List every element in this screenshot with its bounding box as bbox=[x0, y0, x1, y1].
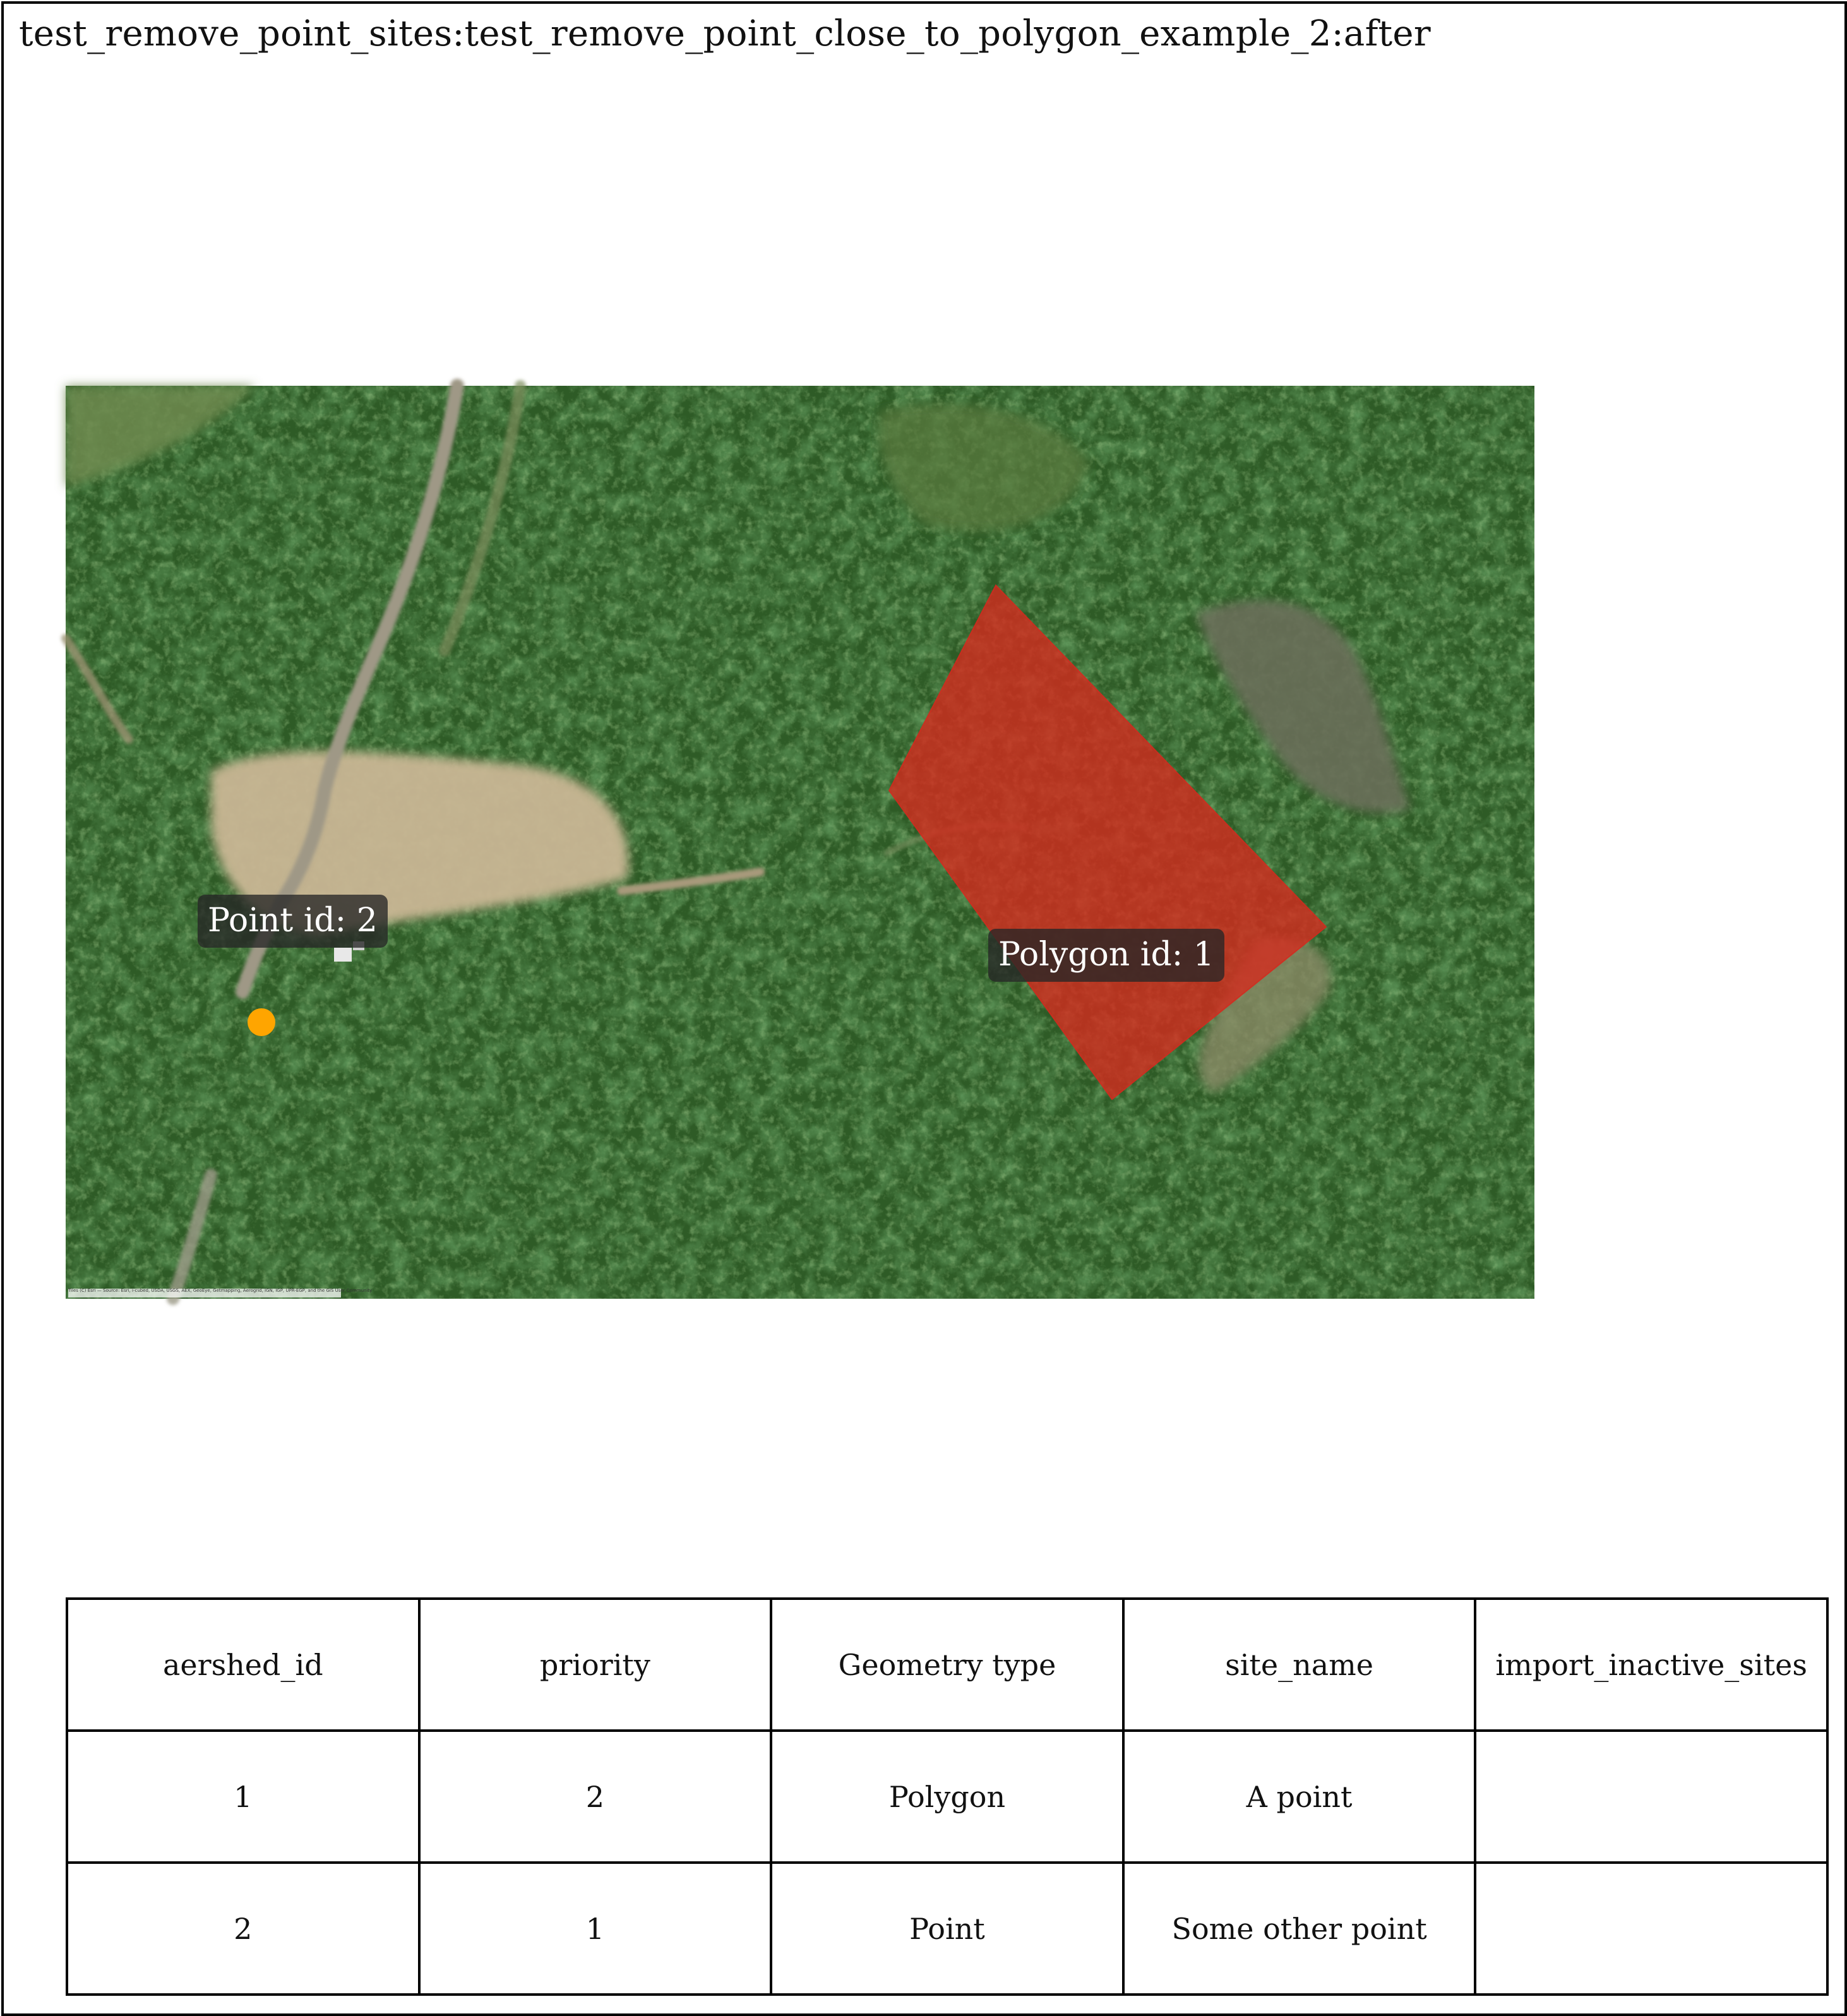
column-header: Geometry type bbox=[771, 1599, 1123, 1731]
map-view[interactable] bbox=[66, 386, 1534, 1299]
table-cell bbox=[1475, 1731, 1827, 1863]
polygon-label: Polygon id: 1 bbox=[988, 929, 1224, 982]
table-cell: 2 bbox=[67, 1863, 419, 1995]
column-header: import_inactive_sites bbox=[1475, 1599, 1827, 1731]
table-cell bbox=[1475, 1863, 1827, 1995]
point-feature-marker[interactable] bbox=[248, 1008, 275, 1036]
table-cell: A point bbox=[1123, 1731, 1476, 1863]
map-attribution: Tiles (C) Esri — Source: Esri, i-cubed, USDA, USGS, AEX, GeoEye, Getmapping, Aerogrid, IGN, IGP, UPR-EGP, and the GIS User Community bbox=[68, 1289, 341, 1297]
table-cell: 1 bbox=[419, 1863, 772, 1995]
column-header: site_name bbox=[1123, 1599, 1476, 1731]
table-cell: Point bbox=[771, 1863, 1123, 1995]
table-cell: 1 bbox=[67, 1731, 419, 1863]
attribute-table bbox=[66, 1597, 1829, 1996]
point-label: Point id: 2 bbox=[198, 895, 388, 948]
table-header-row bbox=[67, 1599, 1827, 1731]
column-header: aershed_id bbox=[67, 1599, 419, 1731]
table-cell: Some other point bbox=[1123, 1863, 1476, 1995]
table-cell: 2 bbox=[419, 1731, 772, 1863]
table-cell: Polygon bbox=[771, 1731, 1123, 1863]
table-row bbox=[67, 1863, 1827, 1995]
page-title: test_remove_point_sites:test_remove_point_close_to_polygon_example_2:after bbox=[19, 13, 1431, 54]
column-header: priority bbox=[419, 1599, 772, 1731]
table-row bbox=[67, 1731, 1827, 1863]
satellite-basemap bbox=[66, 386, 1534, 1299]
